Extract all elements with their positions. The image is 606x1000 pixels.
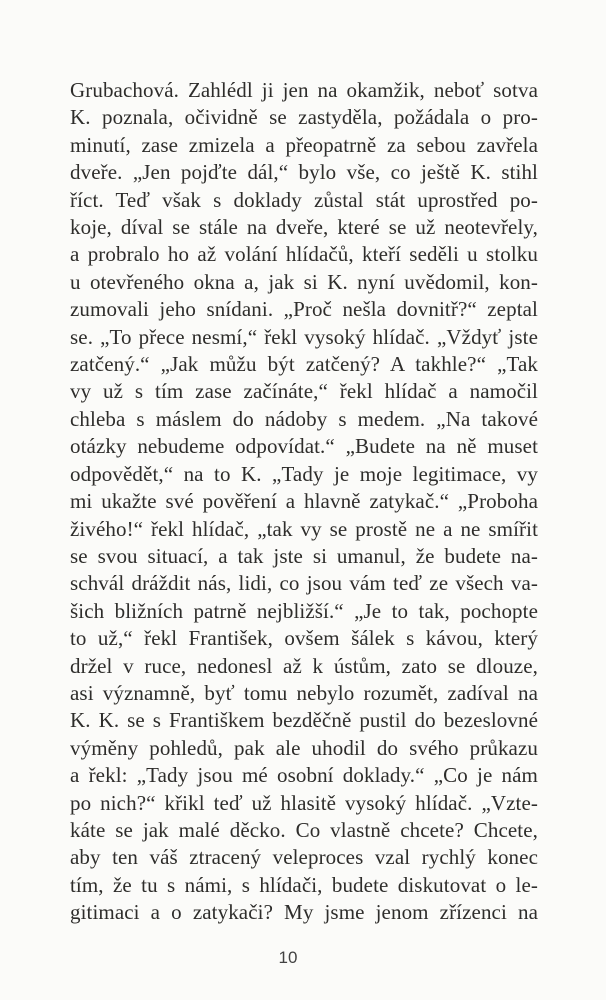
- text-line: Grubachová. Zahlédl ji jen na okamžik, neboť sotva: [70, 78, 538, 102]
- text-line: aby ten váš ztracený veleproces vzal rychlý konec: [70, 845, 538, 870]
- text-line: říct. Teď však s doklady zůstal stát uprostřed po-: [70, 187, 538, 212]
- text-line: dveře. „Jen pojďte dál,“ bylo vše, co ještě K. stihl: [70, 160, 538, 185]
- text-line: se svou situací, a tak jste si umanul, že budete na-: [70, 543, 538, 568]
- text-line: zatčený.“ „Jak můžu být zatčený? A takhle?“ „Tak: [70, 352, 538, 377]
- text-line: chleba s máslem do nádoby s medem. „Na takové: [70, 406, 538, 431]
- text-line: minutí, zase zmizela a přeopatrně za sebou zavřela: [70, 132, 538, 157]
- text-line: po nich?“ křikl teď už hlasitě vysoký hlídač. „Vzte-: [70, 790, 538, 815]
- text-line: zumovali jeho snídani. „Proč nešla dovnitř?“ zeptal: [70, 297, 538, 322]
- text-line: odpovědět,“ na to K. „Tady je moje legitimace, vy: [70, 461, 538, 486]
- text-line: a řekl: „Tady jsou mé osobní doklady.“ „Co je nám: [70, 763, 538, 788]
- page-number: 10: [278, 948, 298, 967]
- text-line: živého!“ řekl hlídač, „tak vy se prostě ne a ne smířit: [70, 516, 538, 541]
- text-line: K. K. se s Františkem bezděčně pustil do bezeslovné: [70, 708, 538, 733]
- text-line: držel v ruce, nedonesl až k ústům, zato se dlouze,: [70, 653, 538, 678]
- text-line: a probralo ho až volání hlídačů, kteří seděli u stolku: [70, 242, 538, 267]
- text-line: tím, že tu s námi, s hlídači, budete diskutovat o le-: [70, 872, 538, 897]
- text-line: schvál dráždit nás, lidi, co jsou vám teď ze všech va-: [70, 571, 538, 596]
- text-line: K. poznala, očividně se zastyděla, požádala o pro-: [70, 105, 538, 130]
- text-line: šich bližních patrně nejbližší.“ „Je to tak, pochopte: [70, 598, 538, 623]
- page-text: [70, 77, 538, 927]
- text-line: asi významně, byť tomu nebylo rozumět, zadíval na: [70, 680, 538, 705]
- text-line: se. „To přece nesmí,“ řekl vysoký hlídač. „Vždyť jste: [70, 324, 538, 349]
- text-line: káte se jak malé děcko. Co vlastně chcete? Chcete,: [70, 817, 538, 842]
- text-line: to už,“ řekl František, ovšem šálek s kávou, který: [70, 626, 538, 651]
- text-line: mi ukažte své pověření a hlavně zatykač.“ „Proboha: [70, 489, 538, 514]
- text-line: výměny pohledů, pak ale uhodil do svého průkazu: [70, 735, 538, 760]
- text-line: koje, díval se stále na dveře, které se už neotevřely,: [70, 215, 538, 240]
- text-line: u otevřeného okna a, jak si K. nyní uvědomil, kon-: [70, 269, 538, 294]
- text-line: gitimaci a o zatykači? My jsme jenom zřízenci na: [70, 900, 538, 925]
- text-line: otázky nebudeme odpovídat.“ „Budete na ně muset: [70, 434, 538, 459]
- text-line: vy už s tím zase začínáte,“ řekl hlídač a namočil: [70, 379, 538, 404]
